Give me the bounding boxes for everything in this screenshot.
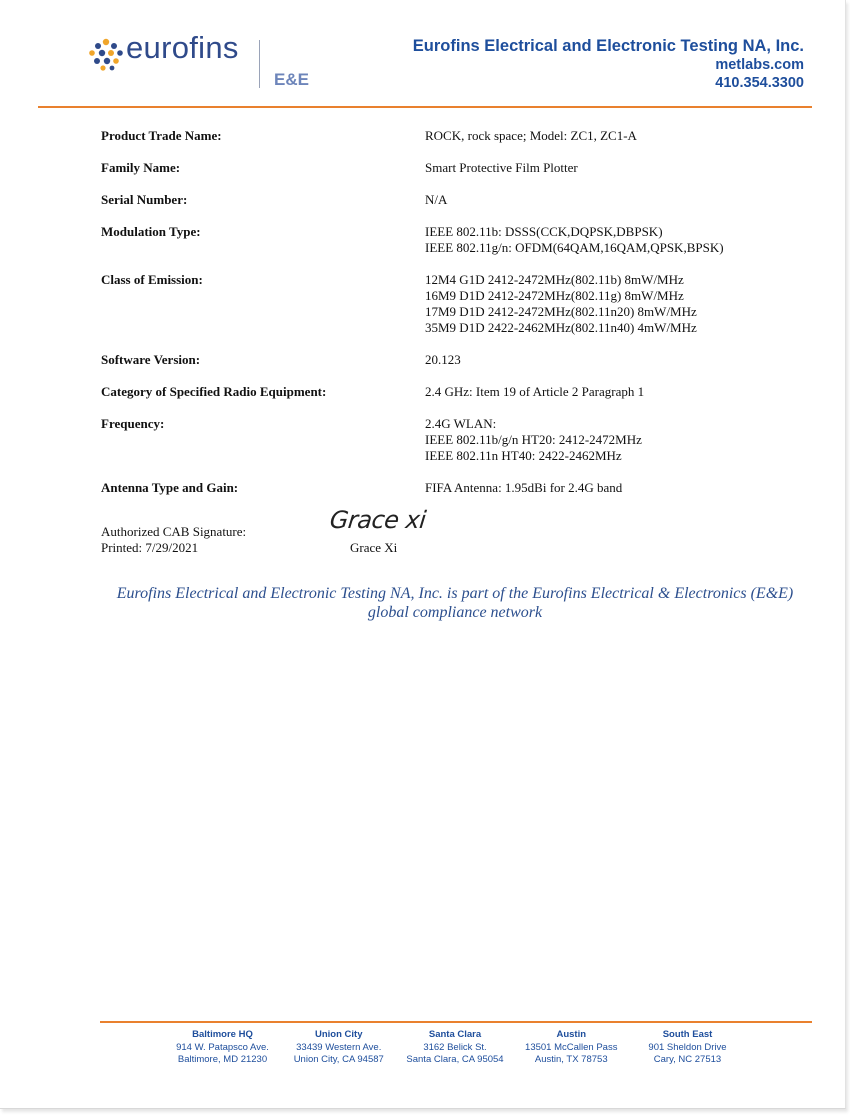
field-value	[425, 272, 697, 336]
logo-dots-icon	[88, 38, 124, 72]
logo-division: E&E	[274, 70, 309, 89]
field-label: Serial Number:	[101, 192, 188, 207]
field-value-line: ROCK, rock space; Model: ZC1, ZC1-A	[425, 128, 637, 143]
signature-block	[101, 524, 246, 556]
field-value	[425, 352, 461, 368]
handwritten-signature: Grace xi	[328, 506, 428, 534]
field-label: Product Trade Name:	[101, 128, 222, 143]
office-city: Union City, CA 94587	[293, 1054, 384, 1065]
office-name: Santa Clara	[428, 1029, 482, 1040]
field-value	[425, 128, 637, 144]
office-street: 914 W. Patapsco Ave.	[176, 1041, 269, 1053]
field-value-line: 20.123	[425, 352, 461, 367]
company-name: Eurofins Electrical and Electronic Testing NA, Inc.	[412, 37, 804, 55]
field-label: Antenna Type and Gain:	[101, 480, 239, 495]
office-location	[165, 1029, 280, 1067]
office-locations	[165, 1029, 745, 1067]
field-value-line: IEEE 802.11b/g/n HT20: 2412-2472MHz	[425, 432, 642, 447]
office-street: 33439 Western Ave.	[296, 1041, 382, 1053]
office-name: South East	[662, 1029, 713, 1040]
signature-label: Authorized CAB Signature:	[101, 524, 247, 539]
office-name: Union City	[315, 1029, 363, 1040]
field-label: Category of Specified Radio Equipment:	[101, 384, 327, 399]
field-value	[425, 160, 578, 176]
eurofins-logo	[88, 30, 328, 94]
network-statement-line2: global compliance network	[367, 604, 543, 621]
field-value-line: 12M4 G1D 2412-2472MHz(802.11b) 8mW/MHz	[425, 272, 684, 287]
logo-wordmark: eurofins	[126, 30, 239, 65]
field-value-line: 16M9 D1D 2412-2472MHz(802.11g) 8mW/MHz	[425, 288, 684, 303]
office-street: 13501 McCallen Pass	[525, 1041, 618, 1053]
footer-rule	[100, 1021, 812, 1023]
company-phone: 410.354.3300	[715, 75, 804, 91]
field-label: Modulation Type:	[101, 224, 201, 239]
field-value-line: Smart Protective Film Plotter	[425, 160, 578, 175]
office-name: Austin	[556, 1029, 587, 1040]
field-value	[425, 384, 644, 400]
printed-date: Printed: 7/29/2021	[101, 540, 199, 555]
field-value	[425, 224, 724, 256]
office-location	[398, 1029, 513, 1067]
network-statement	[60, 584, 850, 622]
field-value-line: IEEE 802.11b: DSSS(CCK,DQPSK,DBPSK)	[425, 224, 663, 239]
field-value-line: 2.4G WLAN:	[425, 416, 497, 431]
field-label: Frequency:	[101, 416, 165, 431]
field-value-line: FIFA Antenna: 1.95dBi for 2.4G band	[425, 480, 623, 495]
field-label: Family Name:	[101, 160, 181, 175]
field-value	[425, 416, 642, 464]
office-city: Cary, NC 27513	[653, 1054, 722, 1065]
field-value-line: N/A	[425, 192, 448, 207]
field-value	[425, 480, 622, 496]
field-value-line: 35M9 D1D 2422-2462MHz(802.11n40) 4mW/MHz	[425, 320, 697, 335]
office-location	[630, 1029, 745, 1067]
field-label: Class of Emission:	[101, 272, 203, 287]
office-location	[514, 1029, 629, 1067]
company-website[interactable]: metlabs.com	[715, 57, 804, 73]
office-city: Santa Clara, CA 95054	[406, 1054, 504, 1065]
network-statement-line1: Eurofins Electrical and Electronic Testing NA, Inc. is part of the Eurofins Electrical & Electronics (E&E)	[116, 585, 794, 602]
field-label: Software Version:	[101, 352, 201, 367]
field-value	[425, 192, 447, 208]
field-value-line: IEEE 802.11g/n: OFDM(64QAM,16QAM,QPSK,BPSK)	[425, 240, 724, 255]
logo-separator	[259, 40, 260, 88]
office-location	[281, 1029, 396, 1067]
field-value-line: 17M9 D1D 2412-2472MHz(802.11n20) 8mW/MHz	[425, 304, 697, 319]
field-value-line: IEEE 802.11n HT40: 2422-2462MHz	[425, 448, 622, 463]
field-value-line: 2.4 GHz: Item 19 of Article 2 Paragraph 1	[425, 384, 645, 399]
company-block	[413, 37, 804, 92]
office-city: Baltimore, MD 21230	[177, 1054, 268, 1065]
office-name: Baltimore HQ	[192, 1029, 253, 1040]
signer-name: Grace Xi	[350, 540, 398, 555]
office-city: Austin, TX 78753	[534, 1054, 608, 1065]
office-street: 3162 Belick St.	[423, 1041, 487, 1053]
office-street: 901 Sheldon Drive	[648, 1041, 727, 1053]
header-rule	[38, 106, 812, 108]
